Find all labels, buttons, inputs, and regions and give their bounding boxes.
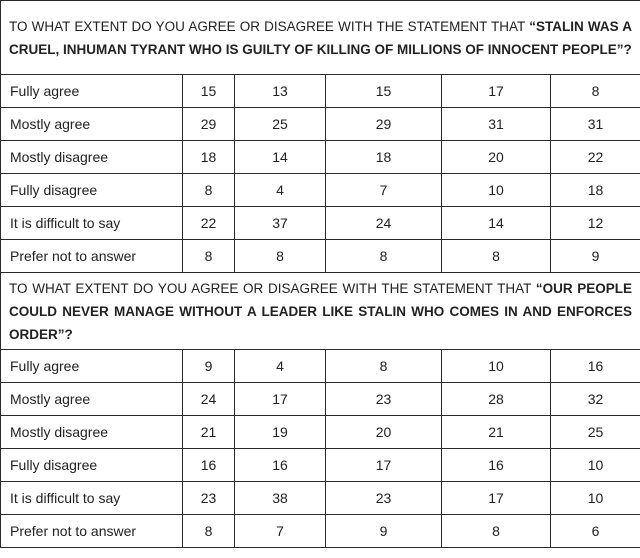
answer-value: 16 — [551, 350, 640, 383]
answer-row — [1, 383, 640, 416]
answer-value: 17 — [326, 449, 442, 482]
answer-row — [1, 207, 640, 240]
question-row-1 — [1, 1, 640, 75]
answer-value: 19 — [235, 416, 326, 449]
answer-value: 21 — [442, 416, 551, 449]
answer-value: 23 — [326, 482, 442, 515]
answer-label: Fully agree — [1, 75, 183, 108]
answer-value: 31 — [551, 108, 640, 141]
answer-label: Prefer not to answer — [1, 515, 183, 548]
answer-value: 7 — [326, 174, 442, 207]
answer-label: Mostly disagree — [1, 141, 183, 174]
answer-value: 8 — [235, 240, 326, 273]
answer-label: Prefer not to answer — [1, 240, 183, 273]
answer-label: Mostly disagree — [1, 416, 183, 449]
answer-value: 22 — [183, 207, 235, 240]
answer-value: 21 — [183, 416, 235, 449]
answer-value: 25 — [235, 108, 326, 141]
answer-value: 23 — [183, 482, 235, 515]
answer-value: 8 — [183, 515, 235, 548]
question-1-prefix: TO WHAT EXTENT DO YOU AGREE OR DISAGREE WITH THE STATEMENT THAT — [9, 19, 530, 34]
answer-value: 10 — [442, 174, 551, 207]
answer-value: 14 — [235, 141, 326, 174]
answer-value: 8 — [183, 240, 235, 273]
answer-row — [1, 350, 640, 383]
answer-value: 16 — [442, 449, 551, 482]
answer-value: 25 — [551, 416, 640, 449]
answer-value: 18 — [183, 141, 235, 174]
answer-value: 29 — [183, 108, 235, 141]
answer-value: 32 — [551, 383, 640, 416]
answer-value: 6 — [551, 515, 640, 548]
answer-value: 29 — [326, 108, 442, 141]
answer-value: 10 — [551, 449, 640, 482]
answer-value: 8 — [326, 350, 442, 383]
answer-label: Fully agree — [1, 350, 183, 383]
answer-value: 22 — [551, 141, 640, 174]
answer-value: 8 — [183, 174, 235, 207]
answer-row — [1, 515, 640, 548]
answer-value: 37 — [235, 207, 326, 240]
answer-value: 17 — [442, 75, 551, 108]
answer-row — [1, 174, 640, 207]
answer-value: 10 — [551, 482, 640, 515]
answer-value: 4 — [235, 350, 326, 383]
answer-row — [1, 482, 640, 515]
answer-row — [1, 141, 640, 174]
answer-row — [1, 449, 640, 482]
question-1-statement: “STALIN WAS A CRUEL, INHUMAN TYRANT WHO IS GUILTY OF KILLING OF MILLIONS OF INNOCENT PEOPLE”? — [9, 19, 633, 57]
answer-label: It is difficult to say — [1, 207, 183, 240]
answer-label: Fully disagree — [1, 174, 183, 207]
answer-value: 38 — [235, 482, 326, 515]
answer-value: 18 — [326, 141, 442, 174]
answer-value: 23 — [326, 383, 442, 416]
answer-value: 17 — [442, 482, 551, 515]
question-1 — [1, 1, 640, 75]
answer-value: 15 — [183, 75, 235, 108]
answer-value: 8 — [326, 240, 442, 273]
answer-value: 14 — [442, 207, 551, 240]
answer-value: 8 — [442, 515, 551, 548]
answer-value: 8 — [442, 240, 551, 273]
answer-value: 28 — [442, 383, 551, 416]
answer-label: It is difficult to say — [1, 482, 183, 515]
answer-label: Mostly agree — [1, 108, 183, 141]
answer-value: 17 — [235, 383, 326, 416]
question-row-2 — [1, 273, 640, 350]
answer-label: Mostly agree — [1, 383, 183, 416]
answer-row — [1, 240, 640, 273]
answer-value: 8 — [551, 75, 640, 108]
answer-value: 20 — [442, 141, 551, 174]
question-2-statement: “OUR PEOPLE COULD NEVER MANAGE WITHOUT A LEADER LIKE STALIN WHO COMES IN AND ENFORCES ORDER”? — [9, 281, 633, 342]
answer-value: 12 — [551, 207, 640, 240]
answer-value: 4 — [235, 174, 326, 207]
question-2-prefix: TO WHAT EXTENT DO YOU AGREE OR DISAGREE WITH THE STATEMENT THAT — [9, 281, 536, 296]
answer-value: 13 — [235, 75, 326, 108]
answer-row — [1, 416, 640, 449]
question-2 — [1, 273, 640, 350]
answer-value: 10 — [442, 350, 551, 383]
answer-value: 31 — [442, 108, 551, 141]
answer-value: 18 — [551, 174, 640, 207]
table-body — [1, 1, 640, 548]
answer-value: 15 — [326, 75, 442, 108]
answer-value: 20 — [326, 416, 442, 449]
answer-value: 9 — [551, 240, 640, 273]
answer-label: Fully disagree — [1, 449, 183, 482]
answer-value: 16 — [183, 449, 235, 482]
answer-value: 9 — [326, 515, 442, 548]
answer-value: 24 — [183, 383, 235, 416]
answer-value: 7 — [235, 515, 326, 548]
answer-value: 16 — [235, 449, 326, 482]
answer-row — [1, 108, 640, 141]
answer-value: 24 — [326, 207, 442, 240]
answer-row — [1, 75, 640, 108]
answer-value: 9 — [183, 350, 235, 383]
